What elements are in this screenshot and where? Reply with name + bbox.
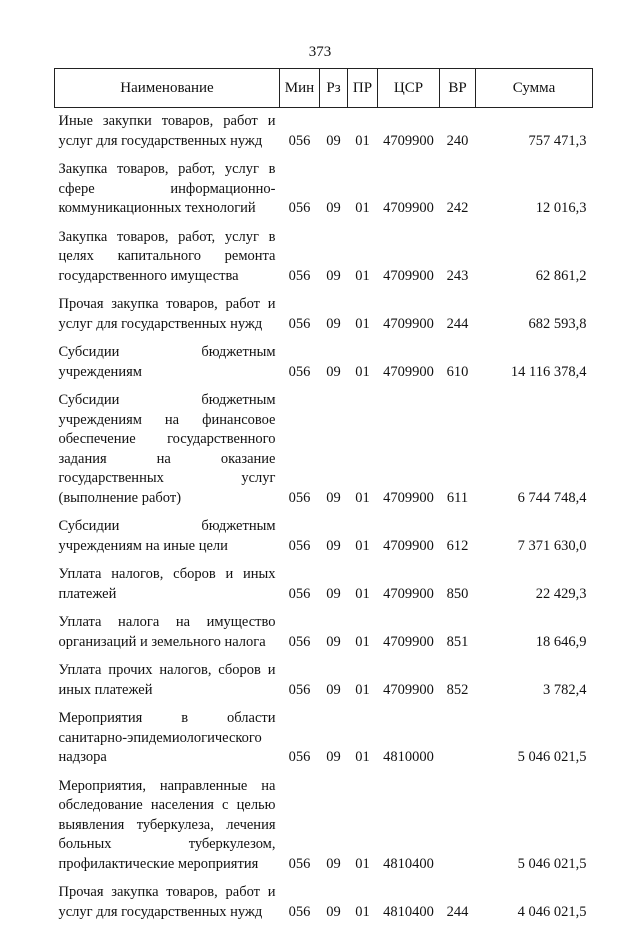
cell-rz: 09: [320, 609, 348, 657]
header-name: Наименование: [55, 69, 280, 108]
cell-pr: 01: [348, 387, 378, 513]
header-min: Мин: [280, 69, 320, 108]
cell-pr: 01: [348, 339, 378, 387]
cell-min: 056: [280, 387, 320, 513]
cell-pr: 01: [348, 108, 378, 157]
cell-pr: 01: [348, 513, 378, 561]
cell-name: Субсидии бюджетным учреждениям на иные цели: [55, 513, 280, 561]
cell-vr: 243: [440, 224, 476, 292]
table-row: [55, 291, 593, 339]
cell-min: 056: [280, 513, 320, 561]
cell-vr: 240: [440, 108, 476, 157]
cell-vr: 242: [440, 156, 476, 224]
cell-sum: 22 429,3: [476, 561, 593, 609]
cell-pr: 01: [348, 705, 378, 773]
table-row: [55, 773, 593, 880]
cell-name: Субсидии бюджетным учреждениям на финансовое обеспечение государственного задания на оказание государственных услуг (выполнение работ): [55, 387, 280, 513]
cell-sum: 682 593,8: [476, 291, 593, 339]
cell-name: Субсидии бюджетным учреждениям: [55, 339, 280, 387]
cell-name: Закупка товаров, работ, услуг в сфере информационно-коммуникационных технологий: [55, 156, 280, 224]
cell-rz: 09: [320, 561, 348, 609]
cell-csr: 4709900: [378, 513, 440, 561]
cell-vr: 244: [440, 879, 476, 927]
cell-csr: 4810000: [378, 705, 440, 773]
table-row: [55, 513, 593, 561]
cell-sum: 757 471,3: [476, 108, 593, 157]
cell-pr: 01: [348, 224, 378, 292]
cell-name: Уплата налогов, сборов и иных платежей: [55, 561, 280, 609]
cell-vr: 850: [440, 561, 476, 609]
cell-min: 056: [280, 609, 320, 657]
cell-sum: 4 046 021,5: [476, 879, 593, 927]
table-body: [55, 108, 593, 927]
table-row: [55, 108, 593, 157]
cell-csr: 4810400: [378, 773, 440, 880]
cell-csr: 4709900: [378, 224, 440, 292]
cell-sum: 6 744 748,4: [476, 387, 593, 513]
header-csr: ЦСР: [378, 69, 440, 108]
cell-min: 056: [280, 705, 320, 773]
table-row: [55, 156, 593, 224]
cell-rz: 09: [320, 513, 348, 561]
cell-min: 056: [280, 339, 320, 387]
cell-min: 056: [280, 773, 320, 880]
page-number: 373: [0, 44, 640, 61]
cell-name: Уплата прочих налогов, сборов и иных платежей: [55, 657, 280, 705]
cell-min: 056: [280, 657, 320, 705]
cell-rz: 09: [320, 156, 348, 224]
cell-min: 056: [280, 879, 320, 927]
table-row: [55, 657, 593, 705]
cell-csr: 4709900: [378, 108, 440, 157]
table-row: [55, 387, 593, 513]
cell-rz: 09: [320, 879, 348, 927]
cell-vr: 852: [440, 657, 476, 705]
cell-name: Иные закупки товаров, работ и услуг для государственных нужд: [55, 108, 280, 157]
budget-table: [54, 68, 593, 927]
cell-min: 056: [280, 561, 320, 609]
cell-csr: 4709900: [378, 339, 440, 387]
cell-pr: 01: [348, 609, 378, 657]
cell-vr: [440, 773, 476, 880]
cell-sum: 14 116 378,4: [476, 339, 593, 387]
cell-pr: 01: [348, 561, 378, 609]
cell-name: Мероприятия в области санитарно-эпидемиологического надзора: [55, 705, 280, 773]
table-row: [55, 561, 593, 609]
cell-name: Мероприятия, направленные на обследование населения с целью выявления туберкулеза, лечения больных туберкулезом, профилактические мероприятия: [55, 773, 280, 880]
cell-rz: 09: [320, 387, 348, 513]
header-pr: ПР: [348, 69, 378, 108]
cell-name: Закупка товаров, работ, услуг в целях капитального ремонта государственного имущества: [55, 224, 280, 292]
cell-rz: 09: [320, 224, 348, 292]
cell-vr: 612: [440, 513, 476, 561]
cell-vr: 851: [440, 609, 476, 657]
header-rz: Рз: [320, 69, 348, 108]
cell-min: 056: [280, 291, 320, 339]
cell-vr: 244: [440, 291, 476, 339]
cell-rz: 09: [320, 657, 348, 705]
cell-sum: 3 782,4: [476, 657, 593, 705]
cell-name: Уплата налога на имущество организаций и земельного налога: [55, 609, 280, 657]
cell-csr: 4709900: [378, 291, 440, 339]
cell-vr: 610: [440, 339, 476, 387]
cell-pr: 01: [348, 773, 378, 880]
table-header-row: [55, 69, 593, 108]
cell-vr: [440, 705, 476, 773]
cell-pr: 01: [348, 657, 378, 705]
cell-vr: 611: [440, 387, 476, 513]
header-sum: Сумма: [476, 69, 593, 108]
cell-sum: 5 046 021,5: [476, 705, 593, 773]
cell-min: 056: [280, 108, 320, 157]
table-row: [55, 879, 593, 927]
cell-sum: 5 046 021,5: [476, 773, 593, 880]
table-row: [55, 339, 593, 387]
cell-csr: 4709900: [378, 561, 440, 609]
cell-sum: 18 646,9: [476, 609, 593, 657]
cell-name: Прочая закупка товаров, работ и услуг для государственных нужд: [55, 879, 280, 927]
cell-csr: 4810400: [378, 879, 440, 927]
header-vr: ВР: [440, 69, 476, 108]
cell-min: 056: [280, 224, 320, 292]
cell-csr: 4709900: [378, 657, 440, 705]
cell-sum: 12 016,3: [476, 156, 593, 224]
cell-name: Прочая закупка товаров, работ и услуг для государственных нужд: [55, 291, 280, 339]
cell-csr: 4709900: [378, 609, 440, 657]
cell-pr: 01: [348, 879, 378, 927]
table-row: [55, 224, 593, 292]
cell-sum: 62 861,2: [476, 224, 593, 292]
cell-rz: 09: [320, 108, 348, 157]
cell-min: 056: [280, 156, 320, 224]
table-row: [55, 609, 593, 657]
cell-rz: 09: [320, 773, 348, 880]
table-row: [55, 705, 593, 773]
cell-pr: 01: [348, 291, 378, 339]
cell-rz: 09: [320, 291, 348, 339]
cell-rz: 09: [320, 705, 348, 773]
cell-sum: 7 371 630,0: [476, 513, 593, 561]
cell-rz: 09: [320, 339, 348, 387]
cell-csr: 4709900: [378, 156, 440, 224]
cell-pr: 01: [348, 156, 378, 224]
cell-csr: 4709900: [378, 387, 440, 513]
